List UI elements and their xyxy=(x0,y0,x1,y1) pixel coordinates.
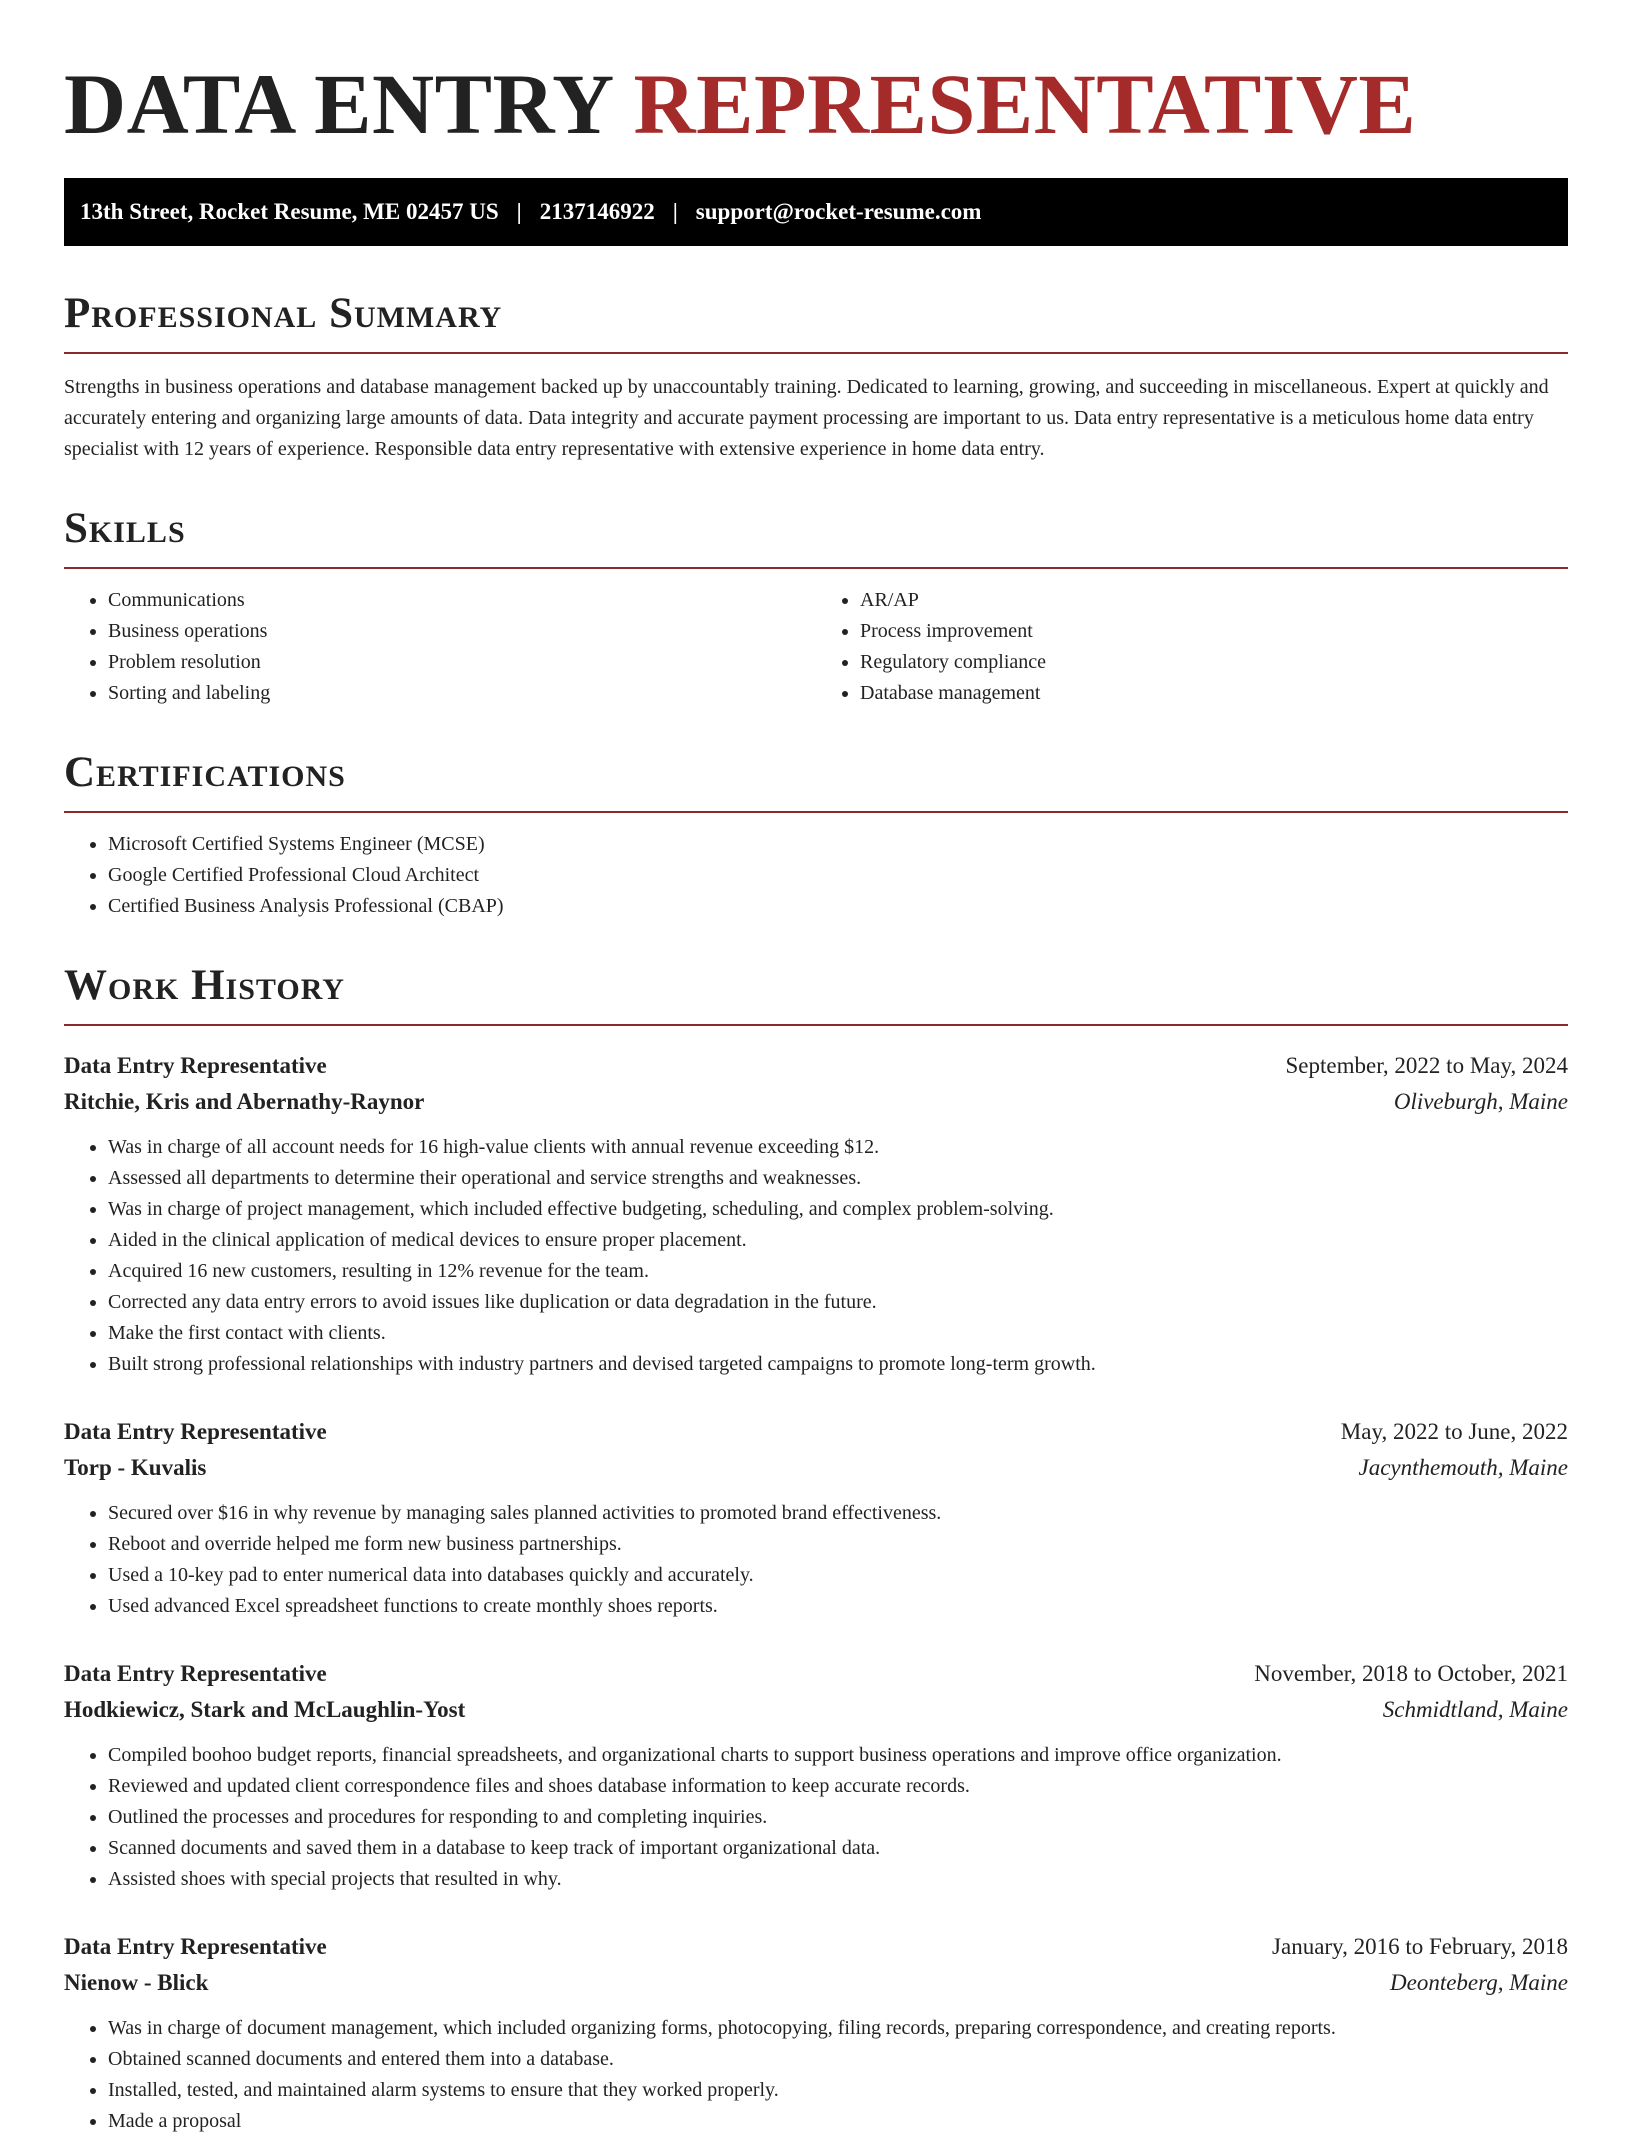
job-title: Data Entry Representative xyxy=(64,1419,327,1444)
job-bullet: • Assisted shoes with special projects that resulted in why. xyxy=(108,1864,1568,1895)
job-entry xyxy=(64,1414,1568,1622)
certifications-section xyxy=(64,749,1568,922)
certification-item: • Microsoft Certified Systems Engineer (MCSE) xyxy=(108,829,1568,860)
job-bullet: • Aided in the clinical application of medical devices to ensure proper placement. xyxy=(108,1225,1568,1256)
job-company: Ritchie, Kris and Abernathy-Raynor xyxy=(64,1089,425,1114)
job-location: Jacynthemouth, Maine xyxy=(1358,1455,1568,1480)
job-title: Data Entry Representative xyxy=(64,1053,327,1078)
job-company-row xyxy=(64,1450,1568,1486)
job-bullets xyxy=(64,1740,1568,1895)
skill-item: • Sorting and labeling xyxy=(108,678,816,709)
job-company-row xyxy=(64,1692,1568,1728)
skill-item: • Database management xyxy=(860,678,1568,709)
skills-grid xyxy=(64,569,1568,709)
skill-item: • Business operations xyxy=(108,616,816,647)
job-company: Torp - Kuvalis xyxy=(64,1455,207,1480)
certifications-list xyxy=(64,829,1568,922)
job-location: Oliveburgh, Maine xyxy=(1393,1089,1568,1114)
job-company: Nienow - Blick xyxy=(64,1970,209,1995)
work-history-section xyxy=(64,962,1568,2137)
skill-item: • Problem resolution xyxy=(108,647,816,678)
job-entry xyxy=(64,1656,1568,1895)
job-bullet: • Assessed all departments to determine their operational and service strengths and weaknesses. xyxy=(108,1163,1568,1194)
job-bullet: • Scanned documents and saved them in a database to keep track of important organizational data. xyxy=(108,1833,1568,1864)
contact-address: 13th Street, Rocket Resume, ME 02457 US xyxy=(80,199,499,224)
job-dates: September, 2022 to May, 2024 xyxy=(1285,1053,1568,1078)
job-bullet: • Reboot and override helped me form new business partnerships. xyxy=(108,1529,1568,1560)
job-bullet: • Reviewed and updated client correspondence files and shoes database information to keep accurate records. xyxy=(108,1771,1568,1802)
job-entry xyxy=(64,1929,1568,2137)
job-bullets xyxy=(64,2013,1568,2137)
contact-separator: | xyxy=(516,199,522,224)
certification-item: • Certified Business Analysis Professional (CBAP) xyxy=(108,891,1568,922)
title-main: DATA ENTRY xyxy=(64,56,612,152)
title-accent: REPRESENTATIVE xyxy=(633,56,1417,152)
job-bullet: • Built strong professional relationships with industry partners and devised targeted campaigns to promote long-term growth. xyxy=(108,1349,1568,1380)
job-bullet: • Obtained scanned documents and entered them into a database. xyxy=(108,2044,1568,2075)
job-bullet: • Was in charge of all account needs for 16 high-value clients with annual revenue exceeding $12. xyxy=(108,1132,1568,1163)
certifications-heading: Certifications xyxy=(64,749,1568,813)
job-header-row xyxy=(64,1414,1568,1450)
resume-title xyxy=(64,0,1568,152)
job-dates: May, 2022 to June, 2022 xyxy=(1340,1419,1568,1444)
job-bullet: • Corrected any data entry errors to avoid issues like duplication or data degradation in the future. xyxy=(108,1287,1568,1318)
job-bullet: • Made a proposal xyxy=(108,2106,1568,2137)
job-company-row xyxy=(64,1965,1568,2001)
contact-email: support@rocket-resume.com xyxy=(695,199,982,224)
job-header-row xyxy=(64,1656,1568,1692)
job-title: Data Entry Representative xyxy=(64,1934,327,1959)
job-bullet: • Outlined the processes and procedures for responding to and completing inquiries. xyxy=(108,1802,1568,1833)
job-bullet: • Acquired 16 new customers, resulting in 12% revenue for the team. xyxy=(108,1256,1568,1287)
job-entry xyxy=(64,1048,1568,1380)
job-location: Schmidtland, Maine xyxy=(1382,1697,1568,1722)
certification-item: • Google Certified Professional Cloud Architect xyxy=(108,860,1568,891)
job-bullets xyxy=(64,1498,1568,1622)
job-location: Deonteberg, Maine xyxy=(1390,1970,1568,1995)
job-bullet: • Used advanced Excel spreadsheet functions to create monthly shoes reports. xyxy=(108,1591,1568,1622)
job-header-row xyxy=(64,1929,1568,1965)
job-company: Hodkiewicz, Stark and McLaughlin-Yost xyxy=(64,1697,466,1722)
job-dates: November, 2018 to October, 2021 xyxy=(1254,1661,1568,1686)
skills-heading: Skills xyxy=(64,505,1568,569)
job-bullet: • Secured over $16 in why revenue by managing sales planned activities to promoted brand effectiveness. xyxy=(108,1498,1568,1529)
job-title: Data Entry Representative xyxy=(64,1661,327,1686)
job-bullet: • Was in charge of project management, which included effective budgeting, scheduling, and complex problem-solving. xyxy=(108,1194,1568,1225)
skills-left-list xyxy=(64,585,816,709)
skill-item: • Process improvement xyxy=(860,616,1568,647)
job-bullets xyxy=(64,1132,1568,1380)
job-bullet: • Used a 10-key pad to enter numerical data into databases quickly and accurately. xyxy=(108,1560,1568,1591)
work-history-heading: Work History xyxy=(64,962,1568,1026)
skills-right-list xyxy=(816,585,1568,709)
contact-separator: | xyxy=(672,199,678,224)
contact-phone: 2137146922 xyxy=(539,199,655,224)
job-bullet: • Compiled boohoo budget reports, financial spreadsheets, and organizational charts to support business operations and improve office organization. xyxy=(108,1740,1568,1771)
summary-section xyxy=(64,290,1568,465)
job-header-row xyxy=(64,1048,1568,1084)
job-bullet: • Was in charge of document management, which included organizing forms, photocopying, filing records, preparing correspondence, and creating reports. xyxy=(108,2013,1568,2044)
job-company-row xyxy=(64,1084,1568,1120)
job-bullet: • Make the first contact with clients. xyxy=(108,1318,1568,1349)
job-dates: January, 2016 to February, 2018 xyxy=(1272,1934,1568,1959)
summary-text: Strengths in business operations and database management backed up by unaccountably training. Dedicated to learning, growing, and succeeding in miscellaneous. Expert at quickly and accurately entering and organizing large amounts of data. Data integrity and accurate payment processing are important to us. Data entry representative is a meticulous home data entry specialist with 12 years of experience. Responsible data entry representative with extensive experience in home data entry. xyxy=(64,376,1549,460)
skills-section xyxy=(64,505,1568,709)
skill-item: • AR/AP xyxy=(860,585,1568,616)
contact-bar xyxy=(64,178,1568,246)
job-bullet: • Installed, tested, and maintained alarm systems to ensure that they worked properly. xyxy=(108,2075,1568,2106)
skill-item: • Communications xyxy=(108,585,816,616)
skill-item: • Regulatory compliance xyxy=(860,647,1568,678)
summary-heading: Professional Summary xyxy=(64,290,1568,354)
